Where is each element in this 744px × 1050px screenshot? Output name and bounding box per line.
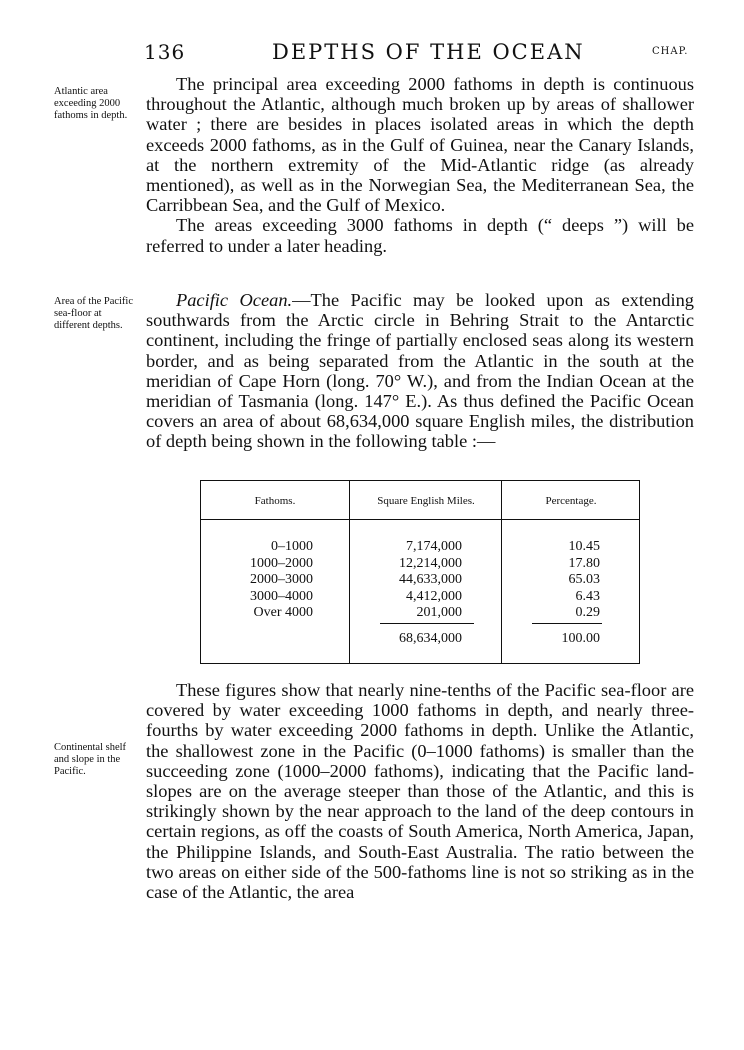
table-cell: 0.29 [575, 605, 600, 620]
running-title: DEPTHS OF THE OCEAN [272, 40, 585, 64]
margin-note-pacific-area: Area of the Pacific sea-floor at different depths. [54, 296, 134, 331]
margin-note-atlantic: Atlantic area exceeding 2000 fathoms in depth. [54, 86, 128, 121]
running-header [0, 40, 744, 66]
table-column-miles [349, 481, 502, 663]
table-cell: 44,633,000 [399, 572, 462, 587]
percentage-values [502, 539, 640, 622]
table-cell: 3000–4000 [250, 588, 313, 604]
miles-values [350, 539, 502, 622]
table-cell: 7,174,000 [406, 539, 462, 554]
table-cell: 2000–3000 [250, 572, 313, 587]
table-cell: 6.43 [575, 588, 600, 604]
body-text-block-2 [146, 290, 694, 452]
section-heading-pacific: Pacific Ocean. [176, 290, 293, 310]
table-cell: 12,214,000 [399, 555, 462, 571]
depth-distribution-table [200, 480, 640, 664]
margin-note-continental-shelf: Continental shelf and slope in the Pacific. [54, 742, 127, 777]
paragraph-deeps-reference: The areas exceeding 3000 fathoms in depth (“ deeps ”) will be referred to under a later heading. [146, 215, 694, 256]
table-cell: 10.45 [568, 539, 600, 554]
table-header-percentage: Percentage. [545, 495, 597, 507]
table-total-percent: 100.00 [561, 631, 600, 646]
table-header-fathoms: Fathoms. [254, 495, 296, 507]
table-column-percentage [501, 481, 640, 663]
paragraph-pacific-ocean [146, 290, 694, 452]
table-header-miles: Square English Miles. [377, 495, 475, 507]
page-number: 136 [144, 40, 186, 64]
total-rule-miles [380, 623, 474, 624]
table-total-miles: 68,634,000 [399, 631, 462, 646]
table-cell: 0–1000 [271, 539, 313, 554]
paragraph-pacific-body: —The Pacific may be looked upon as extending southwards from the Arctic circle in Behring Strait to the Antarctic continent, including the fringe of partially enclosed seas along its western border, and as being separated from the Atlantic in the south at the meridian of Cape Horn (long. 70° W.), and from the Indian Ocean at the meridian of Tasmania (long. 147° E.). As thus defined the Pacific Ocean covers an area of about 68,634,000 square English miles, the distribution of depth being shown in the following table :— [146, 290, 694, 452]
chapter-marker: CHAP. [652, 46, 689, 57]
table-cell: 17.80 [568, 555, 600, 571]
table-cell: Over 4000 [253, 605, 313, 620]
body-text-block-1 [146, 74, 694, 256]
body-text-block-3 [146, 680, 694, 902]
table-cell: 65.03 [568, 572, 600, 587]
table-cell: 1000–2000 [250, 555, 313, 571]
table-cell: 201,000 [416, 605, 462, 620]
total-rule-percent [532, 623, 602, 624]
table-cell: 4,412,000 [406, 588, 462, 604]
paragraph-pacific-figures: These figures show that nearly nine-tenths of the Pacific sea-floor are covered by water exceeding 1000 fathoms in depth, and nearly three-fourths by water exceeding 2000 fathoms in depth. Unlike the Atlantic, the shallowest zone in the Pacific (0–1000 fathoms) is smaller than the succeeding zone (1000–2000 fathoms), indicating that the Pacific land-slopes are on the average steeper than those of the Atlantic, and this is strikingly shown by the near approach to the land of the deep contours in certain regions, as off the coasts of South America, North America, Japan, the Philippine Islands, and South-East Australia. The ratio between the two areas on either side of the 500-fathoms line is not so striking as in the case of the Atlantic, the area [146, 680, 694, 903]
fathoms-values [201, 539, 349, 622]
paragraph-atlantic-deep-area: The principal area exceeding 2000 fathoms in depth is continuous throughout the Atlantic, although much broken up by areas of shallower water ; there are besides in places isolated areas in which the depth exceeds 2000 fathoms, as in the Gulf of Guinea, near the Canary Islands, at the northern extremity of the Mid-Atlantic ridge (as already mentioned), as well as in the Norwegian Sea, the Mediterranean Sea, the Carribbean Sea, and the Gulf of Mexico. [146, 74, 694, 216]
table-column-fathoms [201, 481, 349, 663]
